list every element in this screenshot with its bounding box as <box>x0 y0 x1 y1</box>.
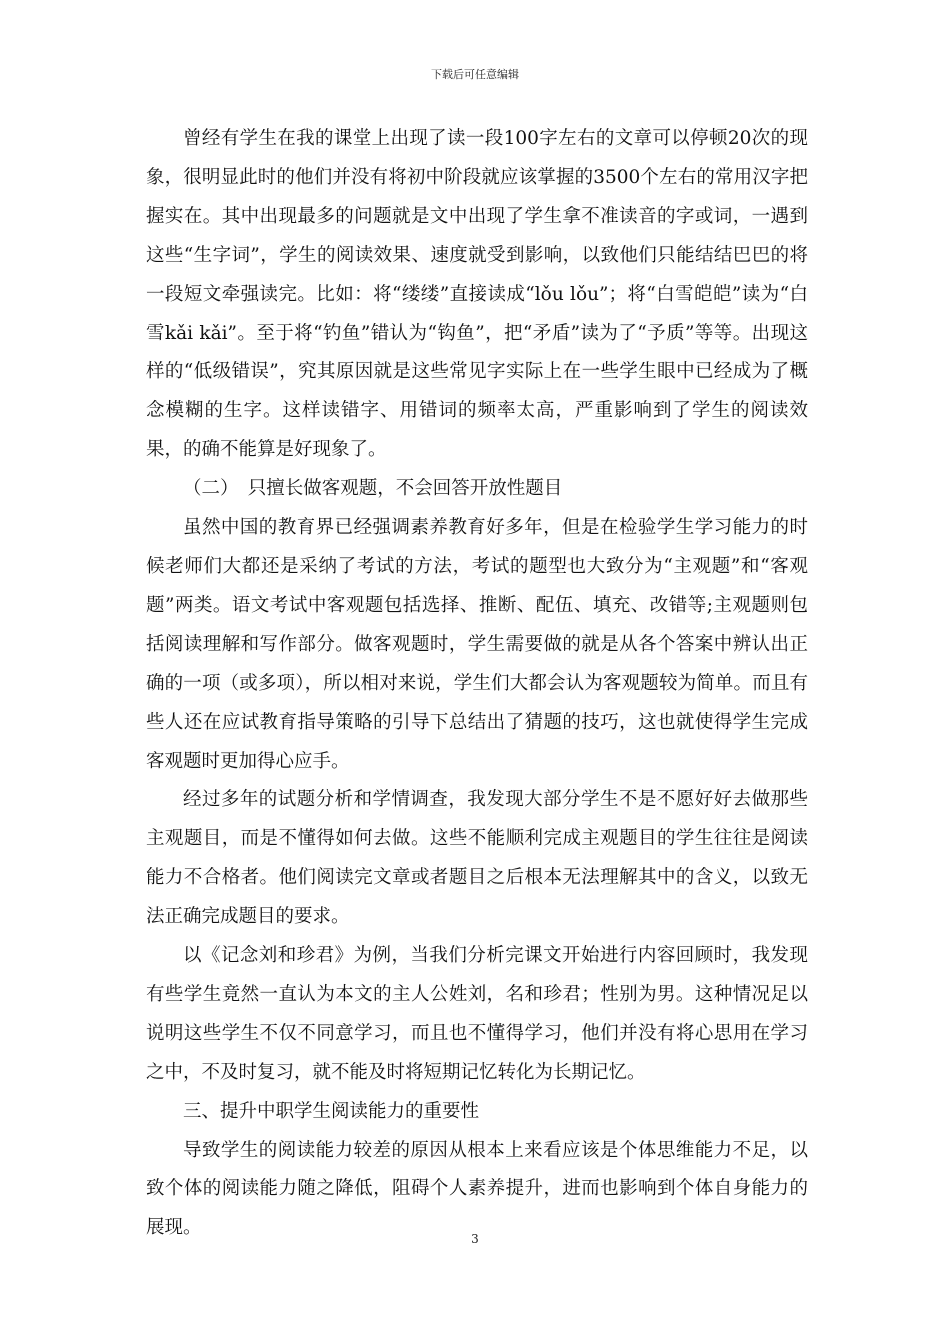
section-heading-objective-questions: （二） 只擅长做客观题，不会回答开放性题目 <box>183 478 563 500</box>
document-body <box>146 120 808 1248</box>
page-header: 下载后可任意编辑 <box>431 68 519 81</box>
paragraph-thinking-ability: 导致学生的阅读能力较差的原因从根本上来看应该是个体思维能力不足，以致个体的阅读能力随之降低，阻碍个人素养提升，进而也影响到个体自身能力的展现。 <box>146 1139 808 1239</box>
paragraph-subjective-questions: 经过多年的试题分析和学情调查，我发现大部分学生不是不愿好好去做那些主观题目，而是不懂得如何去做。这些不能顺利完成主观题目的学生往往是阅读能力不合格者。他们阅读完文章或者题目之后根本无法理解其中的含义，以致无法正确完成题目的要求。 <box>146 789 808 928</box>
page-number: 3 <box>471 1232 479 1246</box>
paragraph-reading-errors: 曾经有学生在我的课堂上出现了读一段100字左右的文章可以停顿20次的现象，很明显此时的他们并没有将初中阶段就应该掌握的3500个左右的常用汉字把握实在。其中出现最多的问题就是文中出现了学生拿不准读音的字或词，一遇到这些“生字词”，学生的阅读效果、速度就受到影响，以致他们只能结结巴巴的将一段短文牵强读完。比如：将“缕缕”直接读成“lǒu lǒu”；将“白雪皑皑”读为“白雪kǎi kǎi”。至于将“钓鱼”错认为“钩鱼”，把“矛盾”读为了“予质”等等。出现这样的“低级错误”，究其原因就是这些常见字实际上在一些学生眼中已经成为了概念模糊的生字。这样读错字、用错词的频率太高，严重影响到了学生的阅读效果，的确不能算是好现象了。 <box>146 128 808 461</box>
paragraph-liu-hezhen-example: 以《记念刘和珍君》为例，当我们分析完课文开始进行内容回顾时，我发现有些学生竟然一直认为本文的主人公姓刘，名和珍君；性别为男。这种情况足以说明这些学生不仅不同意学习，而且也不懂得学习，他们并没有将心思用在学习之中，不及时复习，就不能及时将短期记忆转化为长期记忆。 <box>146 945 808 1083</box>
section-heading-importance: 三、提升中职学生阅读能力的重要性 <box>183 1100 480 1122</box>
paragraph-exam-types: 虽然中国的教育界已经强调素养教育好多年，但是在检验学生学习能力的时候老师们大都还是采纳了考试的方法，考试的题型也大致分为“主观题”和“客观题”两类。语文考试中客观题包括选择、推断、配伍、填充、改错等;主观题则包括阅读理解和写作部分。做客观题时，学生需要做的就是从各个答案中辨认出正确的一项（或多项），所以相对来说，学生们大都会认为客观题较为简单。而且有些人还在应试教育指导策略的引导下总结出了猜题的技巧，这也就使得学生完成客观题时更加得心应手。 <box>146 517 808 772</box>
